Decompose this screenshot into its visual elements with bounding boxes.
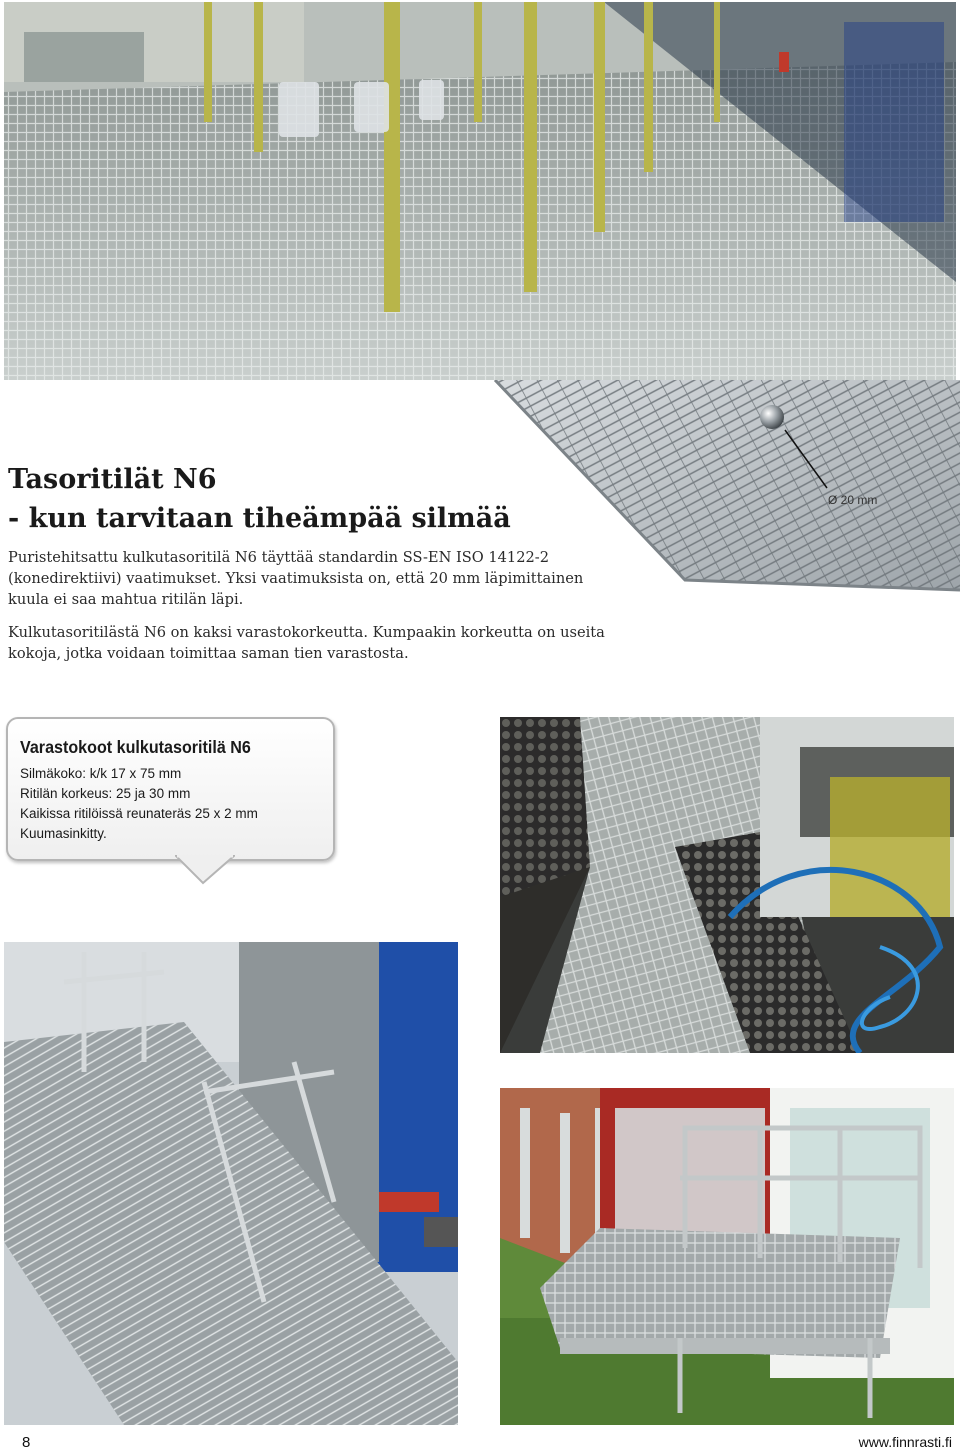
intro-paragraph-2: Kulkutasoritilästä N6 on kaksi varastokorkeutta. Kumpaakin korkeutta on useita kokoja, jotka voidaan toimittaa saman tien varastosta. bbox=[8, 624, 605, 662]
intro-paragraph-1: Puristehitsattu kulkutasoritilä N6 täyttää standardin SS-EN ISO 14122-2 (konedirektiivi) vaatimukset. Yksi vaatimuksista on, että 20 mm läpimittainen kuula ei saa mahtua ritilän läpi. bbox=[8, 549, 584, 608]
ball-diameter-label: Ø 20 mm bbox=[828, 493, 878, 507]
page-number: 8 bbox=[22, 1434, 31, 1451]
outdoor-ramp-photo bbox=[500, 1088, 954, 1425]
page-subtitle: - kun tarvitaan tiheämpää silmää bbox=[8, 503, 511, 534]
machine-walkway-photo bbox=[500, 717, 954, 1053]
callout-spec-list bbox=[20, 764, 258, 844]
website-link[interactable]: www.finnrasti.fi bbox=[858, 1434, 952, 1450]
industrial-hall-photo bbox=[4, 942, 458, 1425]
page-title: Tasoritilät N6 bbox=[8, 464, 217, 495]
spec-grating-height: Ritilän korkeus: 25 ja 30 mm bbox=[20, 786, 191, 801]
callout-title: Varastokoot kulkutasoritilä N6 bbox=[20, 737, 251, 757]
warehouse-walkway-photo bbox=[4, 2, 956, 380]
spec-mesh-size: Silmäkoko: k/k 17 x 75 mm bbox=[20, 766, 182, 781]
spec-edge-steel: Kaikissa ritilöissä reunateräs 25 x 2 mm bbox=[20, 806, 258, 821]
callout-tail bbox=[175, 855, 235, 885]
spec-galvanized: Kuumasinkitty. bbox=[20, 826, 107, 841]
stock-sizes-callout bbox=[6, 717, 335, 861]
